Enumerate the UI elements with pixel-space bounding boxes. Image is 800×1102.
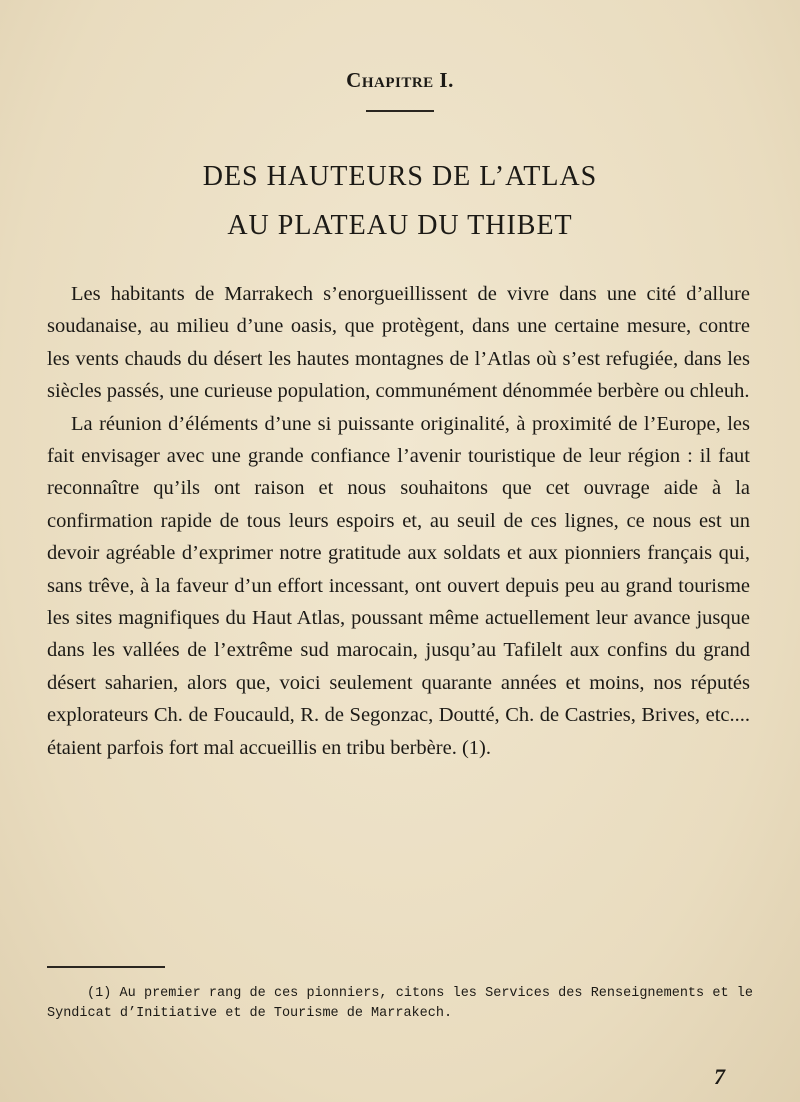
chapter-title-line-1: DES HAUTEURS DE L’ATLAS <box>202 161 598 192</box>
paragraph-2: La réunion d’éléments d’une si puissante originalité, à proximité de l’Europe, les fait envisager avec une grande confiance l’avenir touristique de leur région : il faut reconnaître qu’ils ont raison et nous souhaitons que cet ouvrage aide à la confirmation rapide de tous leurs espoirs et, au seuil de ces lignes, ce nous est un devoir agréable d’exprimer notre gratitude aux soldats et aux pionniers français qui, sans trêve, à la faveur d’un effort incessant, ont ouvert depuis peu au grand tourisme les sites magnifiques du Haut Atlas, poussant même actuellement leur avance jusque dans les vallées de l’extrême sud marocain, jusqu’au Tafilelt aux confins du grand désert saharien, alors que, voici seulement quarante années et moins, nos réputés explorateurs Ch. de Foucauld, R. de Segonzac, Doutté, Ch. de Castries, Brives, etc.... étaient parfois fort mal accueillis en tribu berbère. (1). <box>47 412 750 759</box>
body-text <box>47 278 750 764</box>
chapter-title-line-2: AU PLATEAU DU THIBET <box>227 210 573 241</box>
chapter-label: Chapitre I. <box>346 68 454 92</box>
page-number: 7 <box>714 1064 725 1089</box>
footnote <box>47 984 753 1024</box>
chapter-divider <box>366 110 434 112</box>
footnote-text: (1) Au premier rang de ces pionniers, citons les Services des Renseignements et le Syndicat d’Initiative et de Tourisme de Marrakech. <box>47 986 753 1021</box>
paragraph-1: Les habitants de Marrakech s’enorgueillissent de vivre dans une cité d’allure soudanaise, au milieu d’une oasis, que protègent, dans une certaine mesure, contre les vents chauds du désert les hautes montagnes de l’Atlas où s’est refugiée, dans les siècles passés, une curieuse population, communément dénommée berbère ou chleuh. <box>47 283 750 403</box>
footnote-divider <box>47 966 165 968</box>
